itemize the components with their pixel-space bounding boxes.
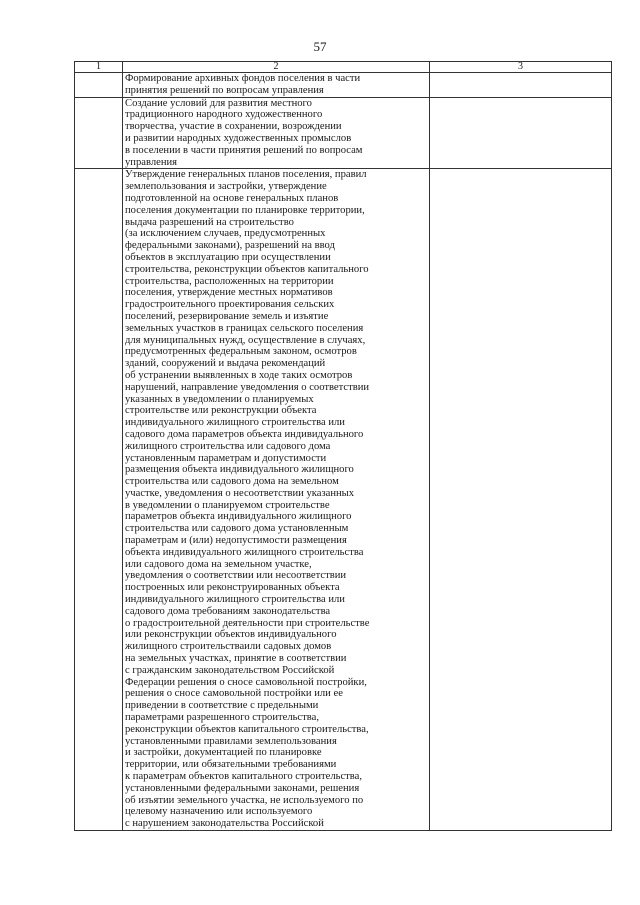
- table-row: [75, 97, 612, 169]
- table-row: [75, 169, 612, 831]
- row-number-cell: [75, 73, 123, 98]
- notes-cell: [430, 73, 612, 98]
- column-header-2: 2: [123, 62, 430, 73]
- page-number: 57: [313, 39, 327, 54]
- document-table: [74, 61, 612, 831]
- column-header-3: 3: [430, 62, 612, 73]
- notes-cell: [430, 169, 612, 831]
- row-number-cell: [75, 97, 123, 169]
- authority-description-cell: Формирование архивных фондов поселения в части принятия решений по вопросам управления: [123, 73, 430, 98]
- authority-description-cell: Создание условий для развития местного традиционного народного художественного творчества, участие в сохранении, возрождении и развитии народных художественных промыслов в поселении в части принятия решений по вопросам управления: [123, 97, 430, 169]
- column-header-1: 1: [75, 62, 123, 73]
- notes-cell: [430, 97, 612, 169]
- table-header-row: [75, 62, 612, 73]
- row-number-cell: [75, 169, 123, 831]
- table-row: [75, 73, 612, 98]
- authority-description-cell: Утверждение генеральных планов поселения, правил землепользования и застройки, утверждение подготовленной на основе генеральных планов поселения документации по планировке территории, выдача разрешений на строительство (за исключением случаев, предусмотренных федеральными законами), разрешений на ввод объектов в эксплуатацию при осуществлении строительства, реконструкции объектов капитального строительства, расположенных на территории поселения, утверждение местных нормативов градостроительного проектирования сельских поселений, резервирование земель и изъятие земельных участков в границах сельского поселения для муниципальных нужд, осуществление в случаях, предусмотренных федеральным законом, осмотров зданий, сооружений и выдача рекомендаций об устранении выявленных в ходе таких осмотров нарушений, направление уведомления о соответствии указанных в уведомлении о планируемых строительстве или реконструкции объекта индивидуального жилищного строительства или садового дома параметров объекта индивидуального жилищного строительства или садового дома установленным параметрам и допустимости размещения объекта индивидуального жилищного строительства или садового дома на земельном участке, уведомления о несоответствии указанных в уведомлении о планируемом строительстве параметров объекта индивидуального жилищного строительства или садового дома установленным параметрам и (или) недопустимости размещения объекта индивидуального жилищного строительства или садового дома на земельном участке, уведомления о соответствии или несоответствии построенных или реконструированных объекта индивидуального жилищного строительства или садового дома требованиям законодательства о градостроительной деятельности при строительстве или реконструкции объектов индивидуального жилищного строительстваили садовых домов на земельных участках, принятие в соответствии с гражданским законодательством Российской Федерации решения о сносе самовольной постройки, решения о сносе самовольной постройки или ее приведении в соответствие с предельными параметрами разрешенного строительства, реконструкции объектов капитального строительства, установленными правилами землепользования и застройки, документацией по планировке территории, или обязательными требованиями к параметрам объектов капитального строительства, установленными федеральными законами, решения об изъятии земельного участка, не используемого по целевому назначению или используемого с нарушением законодательства Российской: [123, 169, 430, 831]
